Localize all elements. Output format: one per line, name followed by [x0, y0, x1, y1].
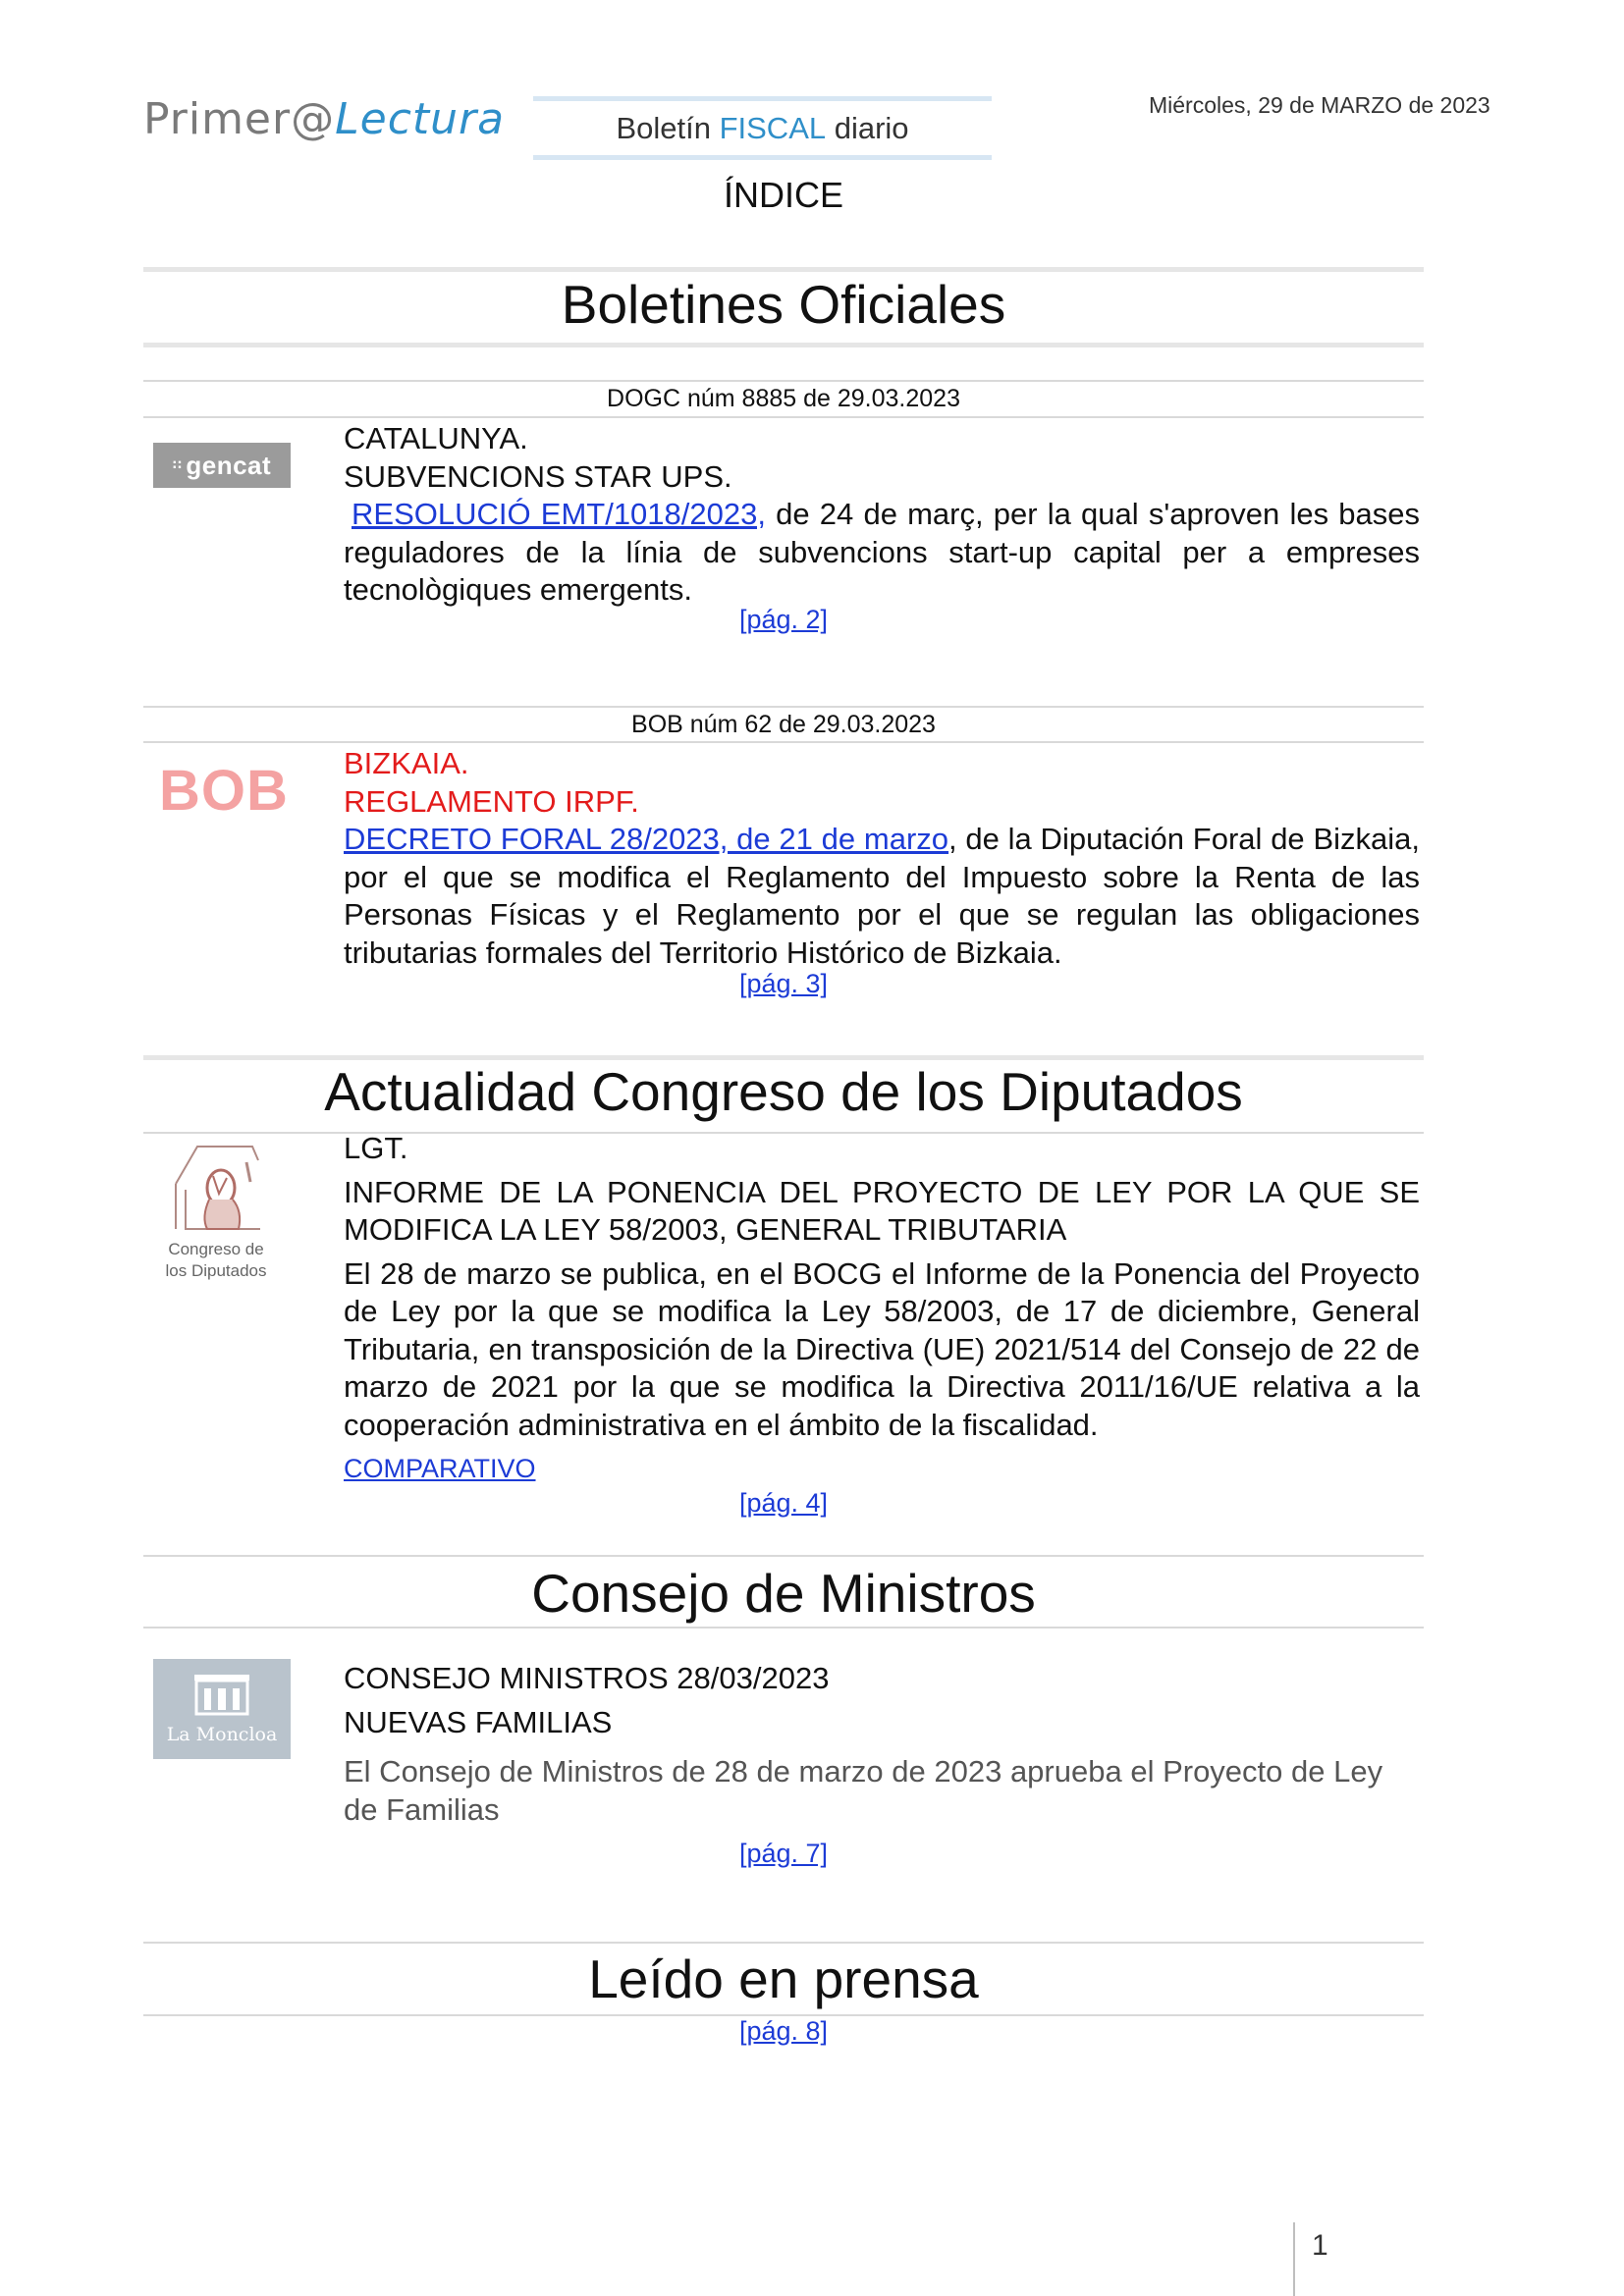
ministros-page-link[interactable]: [pág. 7] — [738, 1839, 829, 1868]
bob-text — [344, 821, 1420, 972]
index-title: ÍNDICE — [723, 175, 843, 215]
dogc-link[interactable]: RESOLUCIÓ EMT/1018/2023, — [352, 497, 766, 531]
ministros-entry — [344, 1660, 1420, 1829]
divider — [143, 706, 1424, 708]
dogc-description: de 24 de març, per la qual s'aproven les bases reguladores de la línia de subvencions start-up capital per a empreses tecnològiques emergents. — [344, 497, 1420, 607]
congreso-logo-line1: Congreso de — [168, 1240, 264, 1258]
divider — [143, 267, 1424, 272]
gencat-logo-text: gencat — [186, 450, 272, 480]
dogc-page-link[interactable]: [pág. 2] — [738, 605, 829, 634]
brand-part2: Lectura — [335, 94, 506, 144]
bulletin-prefix: Boletín — [616, 110, 720, 145]
divider — [143, 380, 1424, 382]
bob-region: BIZKAIA. — [344, 746, 469, 780]
bob-entry — [344, 745, 1420, 972]
header-date: Miércoles, 29 de MARZO de 2023 — [1149, 92, 1490, 118]
congreso-logo-line2: los Diputados — [165, 1261, 267, 1280]
dogc-text — [344, 496, 1420, 610]
congreso-logo-label — [147, 1239, 285, 1282]
bob-topic: REGLAMENTO IRPF. — [344, 783, 639, 819]
bulletin-highlight: FISCAL — [719, 110, 827, 145]
bob-page-link[interactable]: [pág. 3] — [738, 969, 829, 998]
congreso-entry — [344, 1130, 1420, 1488]
bob-description: , de la Diputación Foral de Bizkaia, por el que se modifica el Reglamento del Impuesto sobre la Renta de las Personas Físicas y el Reglamento por el que se regulan las obligaciones tributarias formales del Territorio Histórico de Bizkaia. — [344, 822, 1420, 970]
brand-part1: Primer@ — [143, 94, 336, 144]
ministros-text: El Consejo de Ministros de 28 de marzo de 2023 aprueba el Proyecto de Ley de Familias — [344, 1754, 1383, 1827]
section-title-boletines: Boletines Oficiales — [561, 274, 1006, 335]
divider — [143, 741, 1424, 743]
congreso-page-link[interactable]: [pág. 4] — [738, 1488, 829, 1518]
congreso-tag: LGT. — [344, 1131, 408, 1165]
congreso-text: El 28 de marzo se publica, en el BOCG el Informe de la Ponencia del Proyecto de Ley por la que se modifica la Ley 58/2003, de 17 de diciembre, General Tributaria, en transposición de la Directiva (UE) 2021/514 del Consejo de 22 de marzo de 2021 por la que se modifica la Directiva 2011/16/UE relativa a la cooperación administrativa en el ámbito de la fiscalidad. — [344, 1255, 1420, 1442]
divider — [143, 1942, 1424, 1944]
page-number: 1 — [1312, 2229, 1328, 2262]
dogc-entry — [344, 420, 1420, 610]
section-title-congreso: Actualidad Congreso de los Diputados — [324, 1061, 1243, 1122]
bulletin-label — [533, 96, 992, 160]
brand-logo — [143, 94, 505, 144]
bob-reference: BOB núm 62 de 29.03.2023 — [631, 711, 936, 738]
ministros-topic: NUEVAS FAMILIAS — [344, 1704, 613, 1739]
page-number-bar — [1293, 2222, 1295, 2296]
divider — [143, 416, 1424, 418]
bob-logo: BOB — [159, 759, 289, 823]
dogc-topic: SUBVENCIONS STAR UPS. — [344, 458, 732, 494]
comparativo-link[interactable]: COMPARATIVO — [344, 1454, 536, 1483]
section-title-prensa: Leído en prensa — [588, 1949, 979, 2009]
dogc-region: CATALUNYA. — [344, 421, 528, 455]
dogc-reference: DOGC núm 8885 de 29.03.2023 — [607, 385, 960, 412]
section-title-ministros: Consejo de Ministros — [531, 1563, 1036, 1624]
moncloa-logo — [153, 1659, 291, 1759]
congreso-heading: INFORME DE LA PONENCIA DEL PROYECTO DE LEY POR LA QUE SE MODIFICA LA LEY 58/2003, GENERAL TRIBUTARIA — [344, 1174, 1420, 1247]
moncloa-building-icon — [192, 1671, 251, 1718]
bulletin-suffix: diario — [826, 110, 909, 145]
divider — [143, 343, 1424, 347]
divider — [143, 1555, 1424, 1557]
bob-link[interactable]: DECRETO FORAL 28/2023, de 21 de marzo — [344, 822, 949, 856]
gencat-dots-icon: ∷ — [172, 457, 183, 472]
divider — [143, 1627, 1424, 1629]
ministros-heading: CONSEJO MINISTROS 28/03/2023 — [344, 1661, 830, 1695]
moncloa-logo-text: La Moncloa — [166, 1724, 278, 1745]
prensa-page-link[interactable]: [pág. 8] — [738, 2016, 829, 2046]
gencat-logo — [153, 443, 291, 488]
